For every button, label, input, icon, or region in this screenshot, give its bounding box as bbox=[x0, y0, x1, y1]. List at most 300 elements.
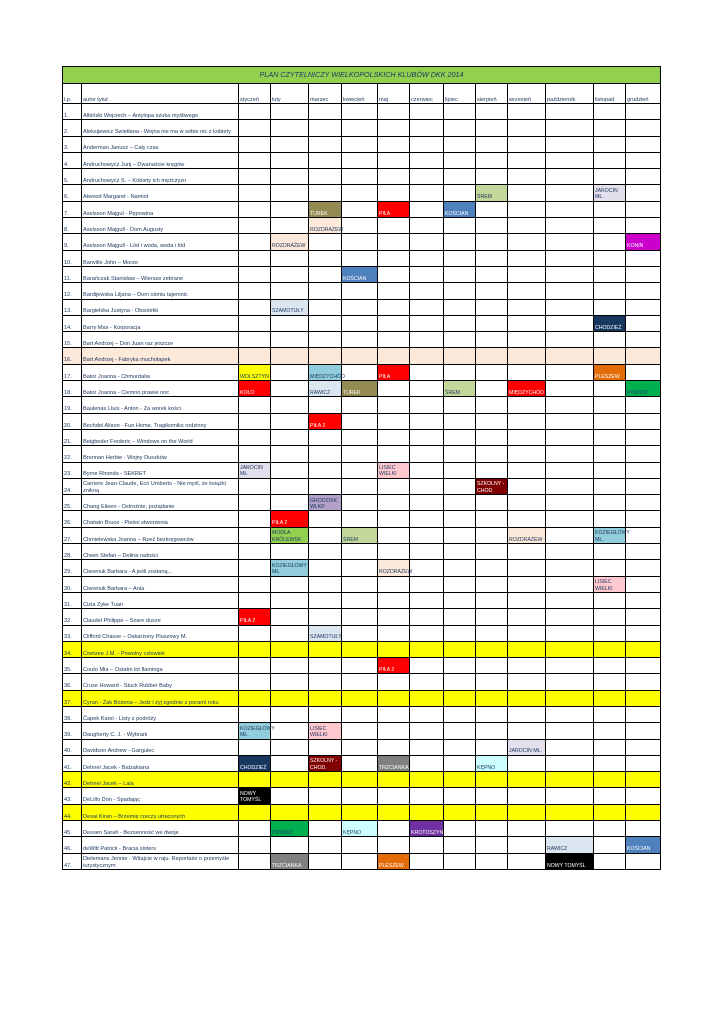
month-cell bbox=[309, 592, 342, 608]
month-cell bbox=[546, 381, 594, 397]
month-cell bbox=[271, 283, 309, 299]
author-title-cell: Clifford Chasse – Oskarżony Pluszowy M. bbox=[82, 625, 239, 641]
table-row bbox=[63, 152, 661, 168]
table-row bbox=[63, 250, 661, 266]
month-cell bbox=[508, 462, 546, 478]
month-cell bbox=[342, 234, 378, 250]
column-header-may: maj bbox=[378, 84, 410, 104]
club-assignment: KĘPNO bbox=[476, 755, 508, 771]
month-cell bbox=[476, 152, 508, 168]
table-row bbox=[63, 674, 661, 690]
club-assignment: PIŁA 2 bbox=[271, 511, 309, 527]
month-cell bbox=[626, 218, 661, 234]
month-cell bbox=[546, 201, 594, 217]
month-cell bbox=[594, 169, 626, 185]
month-cell bbox=[410, 299, 444, 315]
column-header-october: październik bbox=[546, 84, 594, 104]
month-cell bbox=[239, 706, 271, 722]
club-assignment: ROZDRAŻEW bbox=[378, 560, 410, 576]
month-cell bbox=[476, 120, 508, 136]
month-cell bbox=[594, 544, 626, 560]
month-cell bbox=[444, 723, 476, 739]
club-assignment: POWIDZ bbox=[271, 821, 309, 837]
month-cell bbox=[271, 218, 309, 234]
column-header-july: lipiec bbox=[444, 84, 476, 104]
month-cell bbox=[444, 429, 476, 445]
month-cell bbox=[342, 299, 378, 315]
month-cell bbox=[594, 755, 626, 771]
table-row bbox=[63, 690, 661, 706]
month-cell bbox=[271, 706, 309, 722]
month-cell bbox=[410, 690, 444, 706]
author-title-cell: Couto Mia – Ostatni lot flaminga bbox=[82, 658, 239, 674]
month-cell bbox=[410, 511, 444, 527]
month-cell bbox=[271, 804, 309, 820]
row-number: 6. bbox=[63, 185, 82, 201]
month-cell bbox=[546, 527, 594, 543]
month-cell bbox=[309, 511, 342, 527]
month-cell bbox=[546, 495, 594, 511]
month-cell bbox=[546, 299, 594, 315]
month-cell bbox=[271, 201, 309, 217]
month-cell bbox=[444, 185, 476, 201]
month-cell bbox=[508, 853, 546, 869]
row-number: 44. bbox=[63, 804, 82, 820]
month-cell bbox=[271, 446, 309, 462]
month-cell bbox=[508, 625, 546, 641]
month-cell bbox=[239, 544, 271, 560]
month-cell bbox=[410, 592, 444, 608]
author-title-cell: Aleksijewicz Swietłana - Wojna nie ma w sobie nic z kobiety bbox=[82, 120, 239, 136]
month-cell bbox=[476, 723, 508, 739]
month-cell bbox=[476, 674, 508, 690]
row-number: 40. bbox=[63, 739, 82, 755]
row-number: 10. bbox=[63, 250, 82, 266]
month-cell bbox=[626, 201, 661, 217]
month-cell bbox=[239, 136, 271, 152]
table-row bbox=[63, 234, 661, 250]
month-cell bbox=[309, 674, 342, 690]
month-cell bbox=[239, 625, 271, 641]
month-cell bbox=[476, 576, 508, 592]
month-cell bbox=[508, 185, 546, 201]
month-cell bbox=[594, 397, 626, 413]
month-cell bbox=[594, 625, 626, 641]
club-assignment: KOŚCIAN bbox=[342, 266, 378, 282]
month-cell bbox=[444, 804, 476, 820]
month-cell bbox=[476, 690, 508, 706]
month-cell bbox=[239, 201, 271, 217]
row-number: 19. bbox=[63, 397, 82, 413]
month-cell bbox=[309, 788, 342, 804]
month-cell bbox=[594, 706, 626, 722]
month-cell bbox=[271, 576, 309, 592]
month-cell bbox=[410, 201, 444, 217]
month-cell bbox=[410, 104, 444, 120]
month-cell bbox=[239, 413, 271, 429]
row-number: 4. bbox=[63, 152, 82, 168]
month-cell bbox=[378, 120, 410, 136]
month-cell bbox=[444, 739, 476, 755]
month-cell bbox=[508, 446, 546, 462]
row-number: 12. bbox=[63, 283, 82, 299]
author-title-cell: deWitt Patrick - Bracia sisters bbox=[82, 837, 239, 853]
column-header-april: kwiecień bbox=[342, 84, 378, 104]
author-title-cell: DeLillo Don - Spadając bbox=[82, 788, 239, 804]
month-cell bbox=[410, 804, 444, 820]
month-cell bbox=[476, 201, 508, 217]
month-cell bbox=[342, 511, 378, 527]
month-cell bbox=[476, 706, 508, 722]
club-assignment: RAWICZ bbox=[309, 381, 342, 397]
month-cell bbox=[594, 446, 626, 462]
month-cell bbox=[378, 250, 410, 266]
author-title-cell: Axelsson Majgull - Dom Augusty bbox=[82, 218, 239, 234]
month-cell bbox=[508, 348, 546, 364]
month-cell bbox=[378, 234, 410, 250]
club-assignment: TRZCIANKA bbox=[378, 755, 410, 771]
month-cell bbox=[444, 544, 476, 560]
month-cell bbox=[444, 364, 476, 380]
month-cell bbox=[626, 674, 661, 690]
month-cell bbox=[410, 266, 444, 282]
month-cell bbox=[508, 511, 546, 527]
month-cell bbox=[271, 674, 309, 690]
month-cell bbox=[626, 739, 661, 755]
month-cell bbox=[594, 266, 626, 282]
row-number: 5. bbox=[63, 169, 82, 185]
month-cell bbox=[546, 706, 594, 722]
month-cell bbox=[309, 283, 342, 299]
club-assignment: SZAMOTUŁY bbox=[271, 299, 309, 315]
month-cell bbox=[342, 332, 378, 348]
row-number: 37. bbox=[63, 690, 82, 706]
column-header-lp: l.p. bbox=[63, 84, 82, 104]
club-assignment: ROZDRAŻEW bbox=[309, 218, 342, 234]
title-row bbox=[63, 67, 661, 84]
month-cell bbox=[378, 544, 410, 560]
month-cell bbox=[546, 315, 594, 331]
month-cell bbox=[410, 641, 444, 657]
month-cell bbox=[342, 837, 378, 853]
month-cell bbox=[378, 592, 410, 608]
row-number: 1. bbox=[63, 104, 82, 120]
month-cell bbox=[508, 788, 546, 804]
month-cell bbox=[378, 218, 410, 234]
month-cell bbox=[410, 283, 444, 299]
club-assignment: POWIDZ bbox=[626, 381, 661, 397]
month-cell bbox=[594, 462, 626, 478]
month-cell bbox=[594, 201, 626, 217]
month-cell bbox=[410, 739, 444, 755]
month-cell bbox=[239, 674, 271, 690]
month-cell bbox=[309, 152, 342, 168]
month-cell bbox=[476, 837, 508, 853]
month-cell bbox=[508, 120, 546, 136]
month-cell bbox=[546, 104, 594, 120]
month-cell bbox=[594, 104, 626, 120]
row-number: 29. bbox=[63, 560, 82, 576]
month-cell bbox=[594, 739, 626, 755]
month-cell bbox=[410, 397, 444, 413]
club-assignment: KOZIEGŁOWY MŁ. bbox=[271, 560, 309, 576]
table-row bbox=[63, 201, 661, 217]
month-cell bbox=[239, 478, 271, 494]
row-number: 8. bbox=[63, 218, 82, 234]
month-cell bbox=[508, 169, 546, 185]
month-cell bbox=[626, 348, 661, 364]
month-cell bbox=[594, 348, 626, 364]
month-cell bbox=[626, 576, 661, 592]
month-cell bbox=[342, 739, 378, 755]
month-cell bbox=[239, 690, 271, 706]
author-title-cell: Bardijewska Liljana – Dom ośmiu tajemnic bbox=[82, 283, 239, 299]
month-cell bbox=[444, 837, 476, 853]
month-cell bbox=[476, 332, 508, 348]
author-title-cell: Baulenas Lluis - Anton - Za worek kości bbox=[82, 397, 239, 413]
month-cell bbox=[309, 706, 342, 722]
month-cell bbox=[309, 527, 342, 543]
author-title-cell: Barańczak Stanisław – Wiersze zebrane bbox=[82, 266, 239, 282]
month-cell bbox=[239, 739, 271, 755]
row-number: 36. bbox=[63, 674, 82, 690]
month-cell bbox=[410, 706, 444, 722]
month-cell bbox=[444, 560, 476, 576]
month-cell bbox=[546, 788, 594, 804]
table-row bbox=[63, 315, 661, 331]
month-cell bbox=[271, 429, 309, 445]
month-cell bbox=[476, 544, 508, 560]
month-cell bbox=[342, 446, 378, 462]
month-cell bbox=[239, 283, 271, 299]
month-cell bbox=[476, 299, 508, 315]
club-assignment: KOŁO bbox=[239, 381, 271, 397]
month-cell bbox=[378, 315, 410, 331]
month-cell bbox=[239, 169, 271, 185]
month-cell bbox=[239, 397, 271, 413]
month-cell bbox=[271, 592, 309, 608]
table-row bbox=[63, 706, 661, 722]
table-row bbox=[63, 739, 661, 755]
club-assignment: MODŁA KRÓLEWSK bbox=[271, 527, 309, 543]
month-cell bbox=[271, 250, 309, 266]
club-assignment: JAROCIN MŁ. bbox=[508, 739, 546, 755]
month-cell bbox=[626, 152, 661, 168]
month-cell bbox=[508, 755, 546, 771]
month-cell bbox=[546, 364, 594, 380]
month-cell bbox=[508, 250, 546, 266]
row-number: 38. bbox=[63, 706, 82, 722]
month-cell bbox=[342, 495, 378, 511]
month-cell bbox=[546, 283, 594, 299]
month-cell bbox=[309, 446, 342, 462]
month-cell bbox=[626, 625, 661, 641]
month-cell bbox=[239, 185, 271, 201]
month-cell bbox=[378, 674, 410, 690]
month-cell bbox=[476, 104, 508, 120]
month-cell bbox=[271, 772, 309, 788]
month-cell bbox=[594, 429, 626, 445]
month-cell bbox=[378, 706, 410, 722]
month-cell bbox=[309, 560, 342, 576]
author-title-cell: Bator Joanna - Chmurdalia bbox=[82, 364, 239, 380]
club-assignment: KROTOSZYN bbox=[410, 821, 444, 837]
table-row bbox=[63, 283, 661, 299]
month-cell bbox=[378, 299, 410, 315]
month-cell bbox=[508, 218, 546, 234]
club-assignment: JAROCIN MŁ. bbox=[594, 185, 626, 201]
month-cell bbox=[378, 446, 410, 462]
month-cell bbox=[239, 560, 271, 576]
month-cell bbox=[410, 495, 444, 511]
club-assignment: MIĘDZYCHÓD bbox=[508, 381, 546, 397]
month-cell bbox=[546, 429, 594, 445]
header-row bbox=[63, 84, 661, 104]
month-cell bbox=[546, 169, 594, 185]
row-number: 22. bbox=[63, 446, 82, 462]
month-cell bbox=[508, 429, 546, 445]
month-cell bbox=[626, 804, 661, 820]
month-cell bbox=[594, 152, 626, 168]
month-cell bbox=[309, 821, 342, 837]
month-cell bbox=[309, 658, 342, 674]
row-number: 15. bbox=[63, 332, 82, 348]
month-cell bbox=[309, 804, 342, 820]
month-cell bbox=[508, 201, 546, 217]
month-cell bbox=[476, 527, 508, 543]
column-header-june: czerwiec bbox=[410, 84, 444, 104]
month-cell bbox=[342, 625, 378, 641]
month-cell bbox=[444, 511, 476, 527]
month-cell bbox=[410, 169, 444, 185]
table-row bbox=[63, 625, 661, 641]
author-title-cell: Andruchowycz Jurij – Dwanaście kręgów bbox=[82, 152, 239, 168]
table-row bbox=[63, 837, 661, 853]
month-cell bbox=[271, 658, 309, 674]
month-cell bbox=[476, 821, 508, 837]
month-cell bbox=[342, 544, 378, 560]
row-number: 42. bbox=[63, 772, 82, 788]
month-cell bbox=[309, 772, 342, 788]
month-cell bbox=[444, 853, 476, 869]
author-title-cell: Chmielewska Joanna – Rzeź bezkręgowców bbox=[82, 527, 239, 543]
month-cell bbox=[626, 478, 661, 494]
month-cell bbox=[508, 104, 546, 120]
month-cell bbox=[410, 348, 444, 364]
month-cell bbox=[508, 609, 546, 625]
month-cell bbox=[309, 576, 342, 592]
row-number: 18. bbox=[63, 381, 82, 397]
month-cell bbox=[410, 250, 444, 266]
row-number: 30. bbox=[63, 576, 82, 592]
author-title-cell: Coetzee J.M. - Powolny człowiek bbox=[82, 641, 239, 657]
month-cell bbox=[444, 169, 476, 185]
month-cell bbox=[271, 104, 309, 120]
row-number: 3. bbox=[63, 136, 82, 152]
reading-plan-table bbox=[62, 66, 661, 870]
month-cell bbox=[508, 364, 546, 380]
month-cell bbox=[546, 266, 594, 282]
table-row bbox=[63, 413, 661, 429]
month-cell bbox=[508, 544, 546, 560]
month-cell bbox=[239, 120, 271, 136]
month-cell bbox=[342, 152, 378, 168]
row-number: 13. bbox=[63, 299, 82, 315]
month-cell bbox=[342, 218, 378, 234]
month-cell bbox=[594, 299, 626, 315]
month-cell bbox=[444, 218, 476, 234]
row-number: 45. bbox=[63, 821, 82, 837]
month-cell bbox=[239, 218, 271, 234]
month-cell bbox=[342, 397, 378, 413]
month-cell bbox=[342, 788, 378, 804]
month-cell bbox=[508, 478, 546, 494]
month-cell bbox=[342, 315, 378, 331]
month-cell bbox=[546, 348, 594, 364]
month-cell bbox=[476, 413, 508, 429]
month-cell bbox=[271, 136, 309, 152]
month-cell bbox=[508, 592, 546, 608]
month-cell bbox=[342, 201, 378, 217]
month-cell bbox=[626, 788, 661, 804]
month-cell bbox=[239, 315, 271, 331]
club-assignment: ŚREM bbox=[342, 527, 378, 543]
month-cell bbox=[508, 576, 546, 592]
month-cell bbox=[508, 397, 546, 413]
month-cell bbox=[309, 462, 342, 478]
month-cell bbox=[378, 804, 410, 820]
month-cell bbox=[410, 723, 444, 739]
month-cell bbox=[378, 576, 410, 592]
month-cell bbox=[271, 462, 309, 478]
month-cell bbox=[508, 283, 546, 299]
month-cell bbox=[476, 169, 508, 185]
month-cell bbox=[444, 462, 476, 478]
month-cell bbox=[444, 397, 476, 413]
row-number: 27. bbox=[63, 527, 82, 543]
author-title-cell: Barry Max - Korporacja bbox=[82, 315, 239, 331]
month-cell bbox=[239, 104, 271, 120]
month-cell bbox=[378, 478, 410, 494]
month-cell bbox=[378, 837, 410, 853]
month-cell bbox=[594, 658, 626, 674]
month-cell bbox=[626, 690, 661, 706]
month-cell bbox=[546, 511, 594, 527]
author-title-cell: Dielemans Jennie - Witajcie w raju. Reportaże o przemyśle turystycznym bbox=[82, 853, 239, 869]
month-cell bbox=[594, 853, 626, 869]
club-assignment: ŚREM bbox=[444, 381, 476, 397]
month-cell bbox=[410, 381, 444, 397]
column-header-author-title: autor tytuł bbox=[82, 84, 239, 104]
month-cell bbox=[444, 609, 476, 625]
month-cell bbox=[444, 625, 476, 641]
month-cell bbox=[378, 429, 410, 445]
author-title-cell: Čapek Karel - Listy z podróży bbox=[82, 706, 239, 722]
author-title-cell: Brennan Herbie - Wojny Duszków bbox=[82, 446, 239, 462]
month-cell bbox=[546, 250, 594, 266]
table-row bbox=[63, 560, 661, 576]
month-cell bbox=[626, 853, 661, 869]
row-number: 33. bbox=[63, 625, 82, 641]
month-cell bbox=[410, 364, 444, 380]
month-cell bbox=[594, 413, 626, 429]
month-cell bbox=[271, 120, 309, 136]
month-cell bbox=[309, 609, 342, 625]
month-cell bbox=[444, 641, 476, 657]
month-cell bbox=[342, 104, 378, 120]
month-cell bbox=[594, 495, 626, 511]
month-cell bbox=[626, 772, 661, 788]
